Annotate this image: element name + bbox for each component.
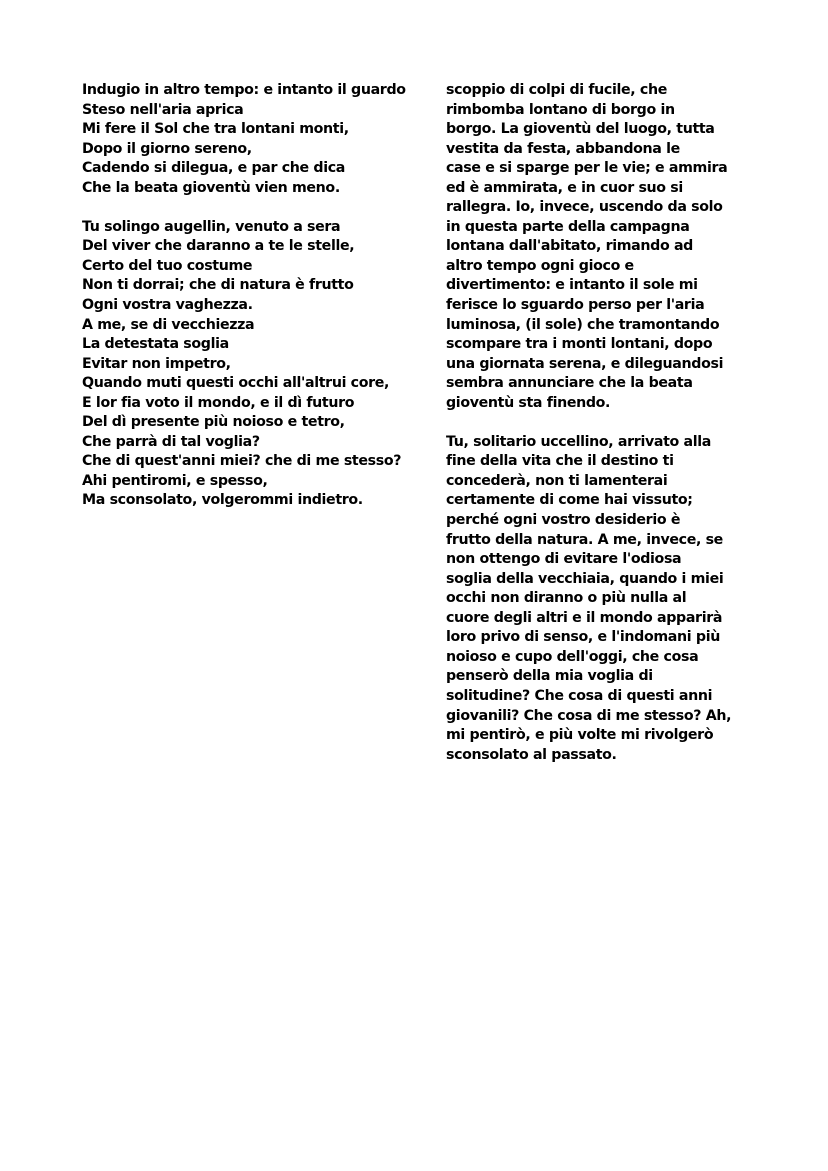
paraphrase-line: solitudine? Che cosa di questi anni [446, 687, 713, 704]
paraphrase-line: luminosa, (il sole) che tramontando [446, 316, 720, 333]
poem-line: Certo del tuo costume [82, 257, 253, 274]
paraphrase-line: sembra annunciare che la beata [446, 375, 693, 392]
poem-line: Cadendo si dilegua, e par che dica [82, 160, 346, 177]
paraphrase-line: case e si sparge per le vie; e ammira [446, 160, 728, 177]
poem-line: Ma sconsolato, volgerommi indietro. [82, 492, 363, 509]
poem-stanza-2 [82, 218, 442, 511]
poem-line: Tu solingo augellin, venuto a sera [82, 218, 341, 235]
poem-line: Indugio in altro tempo: e intanto il guardo [82, 82, 406, 98]
poem-line: Del dì presente più noioso e tetro, [82, 414, 345, 431]
original-poem-column [82, 81, 442, 531]
paraphrase-line: occhi non diranno o più nulla al [446, 590, 687, 607]
paraphrase-line: loro privo di senso, e l'indomani più [446, 629, 720, 646]
poem-line: Quando muti questi occhi all'altrui core, [82, 375, 390, 392]
poem-line: Dopo il giorno sereno, [82, 140, 252, 157]
poem-line: Che di quest'anni miei? che di me stesso? [82, 453, 402, 470]
paraphrase-line: scompare tra i monti lontani, dopo [446, 336, 713, 353]
poem-line: Che parrà di tal voglia? [82, 433, 260, 450]
poem-stanza-1 [82, 81, 442, 198]
poem-line: Mi fere il Sol che tra lontani monti, [82, 121, 349, 138]
paraphrase-paragraph-2 [446, 433, 756, 765]
paraphrase-line: in questa parte della campagna [446, 218, 690, 235]
paraphrase-line: giovanili? Che cosa di me stesso? Ah, [446, 707, 732, 724]
paraphrase-line: gioventù sta finendo. [446, 394, 611, 411]
paraphrase-line: frutto della natura. A me, invece, se [446, 531, 723, 548]
paraphrase-line: soglia della vecchiaia, quando i miei [446, 570, 724, 587]
paraphrase-line: concederà, non ti lamenterai [446, 472, 668, 489]
paraphrase-line: Tu, solitario uccellino, arrivato alla [446, 433, 711, 450]
paraphrase-line: rallegra. Io, invece, uscendo da solo [446, 199, 723, 216]
paraphrase-line: penserò della mia voglia di [446, 668, 653, 685]
paraphrase-line: perché ogni vostro desiderio è [446, 512, 681, 529]
poem-line: Ogni vostra vaghezza. [82, 297, 253, 314]
poem-line: La detestata soglia [82, 336, 229, 353]
poem-line: Steso nell'aria aprica [82, 101, 244, 118]
paraphrase-line: mi pentirò, e più volte mi rivolgerò [446, 727, 714, 744]
poem-line: Che la beata gioventù vien meno. [82, 179, 340, 196]
poem-line: Non ti dorrai; che di natura è frutto [82, 277, 354, 294]
paraphrase-column [446, 81, 756, 785]
paraphrase-line: ed è ammirata, e in cuor suo si [446, 179, 683, 196]
paraphrase-line: vestita da festa, abbandona le [446, 140, 680, 157]
poem-line: A me, se di vecchiezza [82, 316, 255, 333]
paraphrase-line: divertimento: e intanto il sole mi [446, 277, 698, 294]
poem-line: E lor fia voto il mondo, e il dì futuro [82, 394, 355, 411]
poem-line: Del viver che daranno a te le stelle, [82, 238, 355, 255]
paraphrase-line: rimbomba lontano di borgo in [446, 101, 675, 118]
paraphrase-line: fine della vita che il destino ti [446, 453, 674, 470]
paraphrase-line: ferisce lo sguardo perso per l'aria [446, 297, 705, 314]
paraphrase-line: sconsolato al passato. [446, 746, 617, 763]
poem-line: Evitar non impetro, [82, 355, 231, 372]
paraphrase-line: altro tempo ogni gioco e [446, 257, 634, 274]
paraphrase-line: non ottengo di evitare l'odiosa [446, 551, 682, 568]
paraphrase-paragraph-1 [446, 81, 756, 413]
paraphrase-line: noioso e cupo dell'oggi, che cosa [446, 648, 699, 665]
paraphrase-line: certamente di come hai vissuto; [446, 492, 693, 509]
paraphrase-line: cuore degli altri e il mondo apparirà [446, 609, 723, 626]
paraphrase-line: borgo. La gioventù del luogo, tutta [446, 121, 715, 138]
paraphrase-line: lontana dall'abitato, rimando ad [446, 238, 693, 255]
poem-line: Ahi pentiromi, e spesso, [82, 472, 268, 489]
paraphrase-line: scoppio di colpi di fucile, che [446, 82, 667, 98]
paraphrase-line: una giornata serena, e dileguandosi [446, 355, 724, 372]
